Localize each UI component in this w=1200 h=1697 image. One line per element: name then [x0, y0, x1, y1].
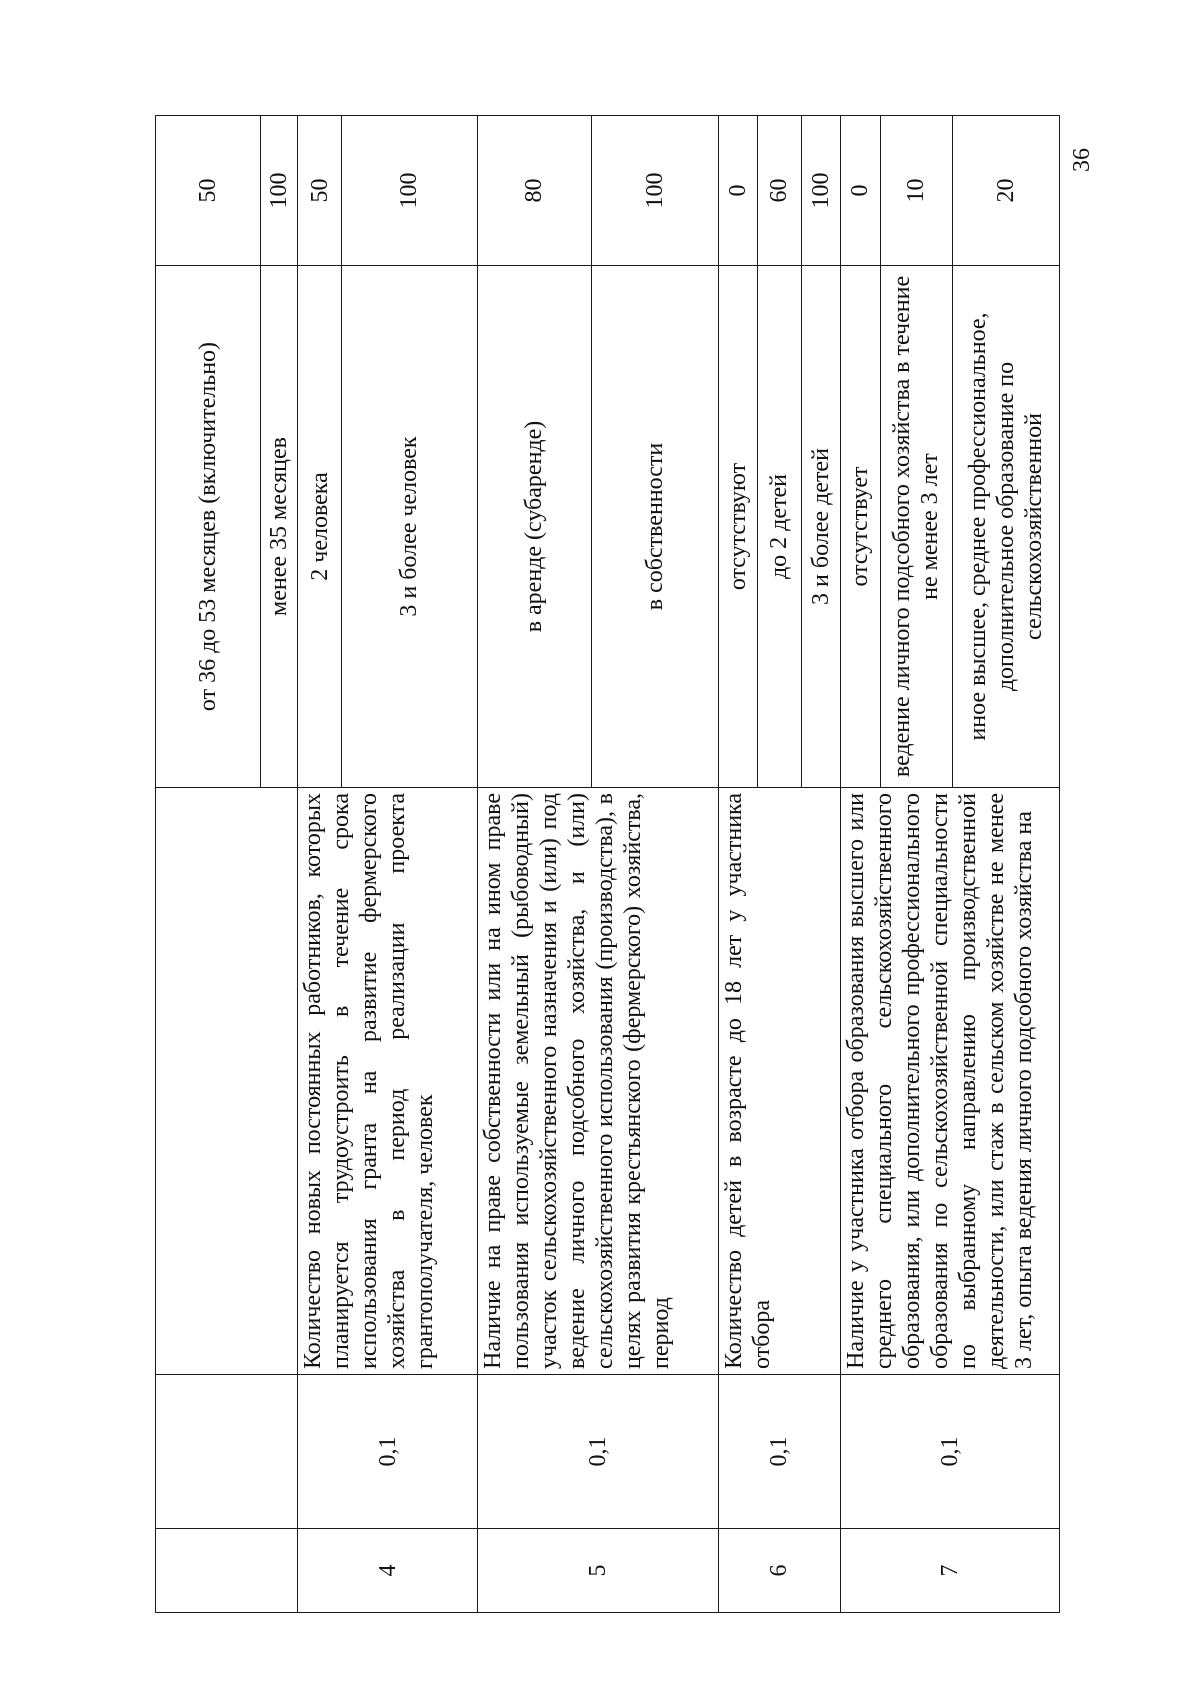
weight-cell: 0,1 — [477, 1375, 718, 1529]
weight-cell: 0,1 — [841, 1375, 1060, 1529]
table-row — [298, 116, 342, 1613]
score-cell: 50 — [298, 116, 342, 266]
option-cell: менее 35 месяцев — [261, 266, 298, 788]
row-number: 4 — [298, 1529, 477, 1613]
criteria-table — [155, 115, 1060, 1613]
option-cell: ведение личного подсобного хозяйства в течение не менее 3 лет — [880, 266, 953, 788]
row-number: 7 — [841, 1529, 1060, 1613]
score-cell: 0 — [841, 116, 881, 266]
criterion-cell: Количество детей в возрасте до 18 лет у участника отбора — [718, 788, 841, 1375]
option-cell: отсутствуют — [718, 266, 757, 788]
option-cell: в аренде (субаренде) — [477, 266, 591, 788]
table-row — [718, 116, 757, 1613]
score-cell: 100 — [342, 116, 478, 266]
score-cell: 100 — [591, 116, 718, 266]
table-row — [841, 116, 881, 1613]
score-cell: 100 — [261, 116, 298, 266]
criterion-cell: Наличие на праве собственности или на ином праве пользования используемые земельный (рыбоводный) участок сельскохозяйственного назначения и (или) под ведение личного подсобного хозяйства, и (или) сельскохозяйственного использования (производства), в целях развития крестьянского (фермерского) хозяйства, период — [477, 788, 718, 1375]
score-cell: 80 — [477, 116, 591, 266]
rotated-page — [155, 116, 1060, 1613]
page-number: 36 — [1069, 148, 1095, 172]
option-cell: отсутствует — [841, 266, 881, 788]
option-cell: до 2 детей — [757, 266, 801, 788]
weight-cell: 0,1 — [298, 1375, 477, 1529]
row-number — [156, 1529, 298, 1613]
score-cell: 50 — [156, 116, 261, 266]
option-cell: от 36 до 53 месяцев (включительно) — [156, 266, 261, 788]
criterion-cell: Наличие у участника отбора образования высшего или среднего специального сельскохозяйственного образования, или дополнительного профессионального образования по сельскохозяйственной специальности по выбранному направлению производственной деятельности, или стаж в сельском хозяйстве не менее 3 лет, опыта ведения личного подсобного хозяйства на — [841, 788, 1060, 1375]
criterion-cell — [156, 788, 298, 1375]
weight-cell — [156, 1375, 298, 1529]
option-cell: иное высшее, среднее профессиональное, дополнительное образование по сельскохозяйственной — [953, 266, 1060, 788]
option-cell: 2 человека — [298, 266, 342, 788]
score-cell: 0 — [718, 116, 757, 266]
table-row — [156, 116, 261, 1613]
row-number: 5 — [477, 1529, 718, 1613]
option-cell: 3 и более человек — [342, 266, 478, 788]
table-row — [477, 116, 591, 1613]
option-cell: 3 и более детей — [801, 266, 840, 788]
weight-cell: 0,1 — [718, 1375, 841, 1529]
score-cell: 60 — [757, 116, 801, 266]
row-number: 6 — [718, 1529, 841, 1613]
score-cell: 100 — [801, 116, 840, 266]
criterion-cell: Количество новых постоянных работников, которых планируется трудоустроить в течение срока использования гранта на развитие фермерского хозяйства в период реализации проекта грантополучателя, человек — [298, 788, 477, 1375]
option-cell: в собственности — [591, 266, 718, 788]
score-cell: 20 — [953, 116, 1060, 266]
score-cell: 10 — [880, 116, 953, 266]
